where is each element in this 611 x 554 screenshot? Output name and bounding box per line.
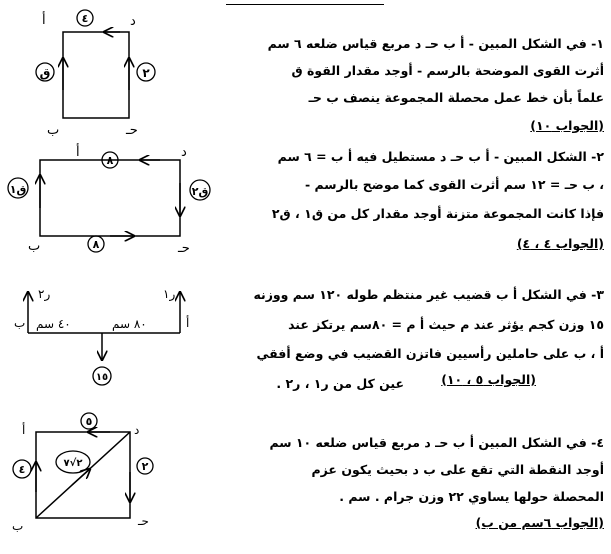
fig3-weight: ١٥ [95, 372, 109, 383]
problem-2-line-3: فإذا كانت المجموعة متزنة أوجد مقدار كل من ق١ ، ق٢ [271, 206, 604, 221]
problem-4-answer: (الجواب ٦سم من ب) [475, 515, 604, 530]
fig3-reaction-left: ر٢ [38, 287, 51, 301]
fig4-vertex-b: ب [12, 519, 24, 533]
fig4-vertex-d: د [134, 423, 140, 437]
fig2-force-left: ق١ [9, 183, 27, 196]
fig1-vertex-b: ب [47, 123, 60, 138]
fig2-rectangle [40, 160, 180, 236]
problem-3-answer: (الجواب ٥ ، ١٠) [441, 372, 536, 387]
problem-3-line-3: أ ، ب على حاملين رأسيين فاتزن القضيب في وضع أفقي [256, 346, 604, 361]
fig1-force-left: ق [39, 66, 51, 80]
figure-2 [8, 143, 210, 256]
problem-3-line-2: ١٥ وزن كجم يؤثر عند م حيث أ م = ٨٠سم يرتكز عند [288, 317, 604, 332]
problem-4-line-3: المحصلة حولها يساوي ٢٢ وزن جرام . سم . [339, 489, 604, 504]
problem-4-line-1: ٤- في الشكل المبين أ ب حـ د مربع قياس ضلعه ١٠ سم [269, 435, 604, 450]
fig1-force-top: ٤ [81, 12, 89, 25]
fig1-force-right: ٢ [142, 66, 150, 80]
fig4-vertex-a: أ [22, 423, 26, 437]
problem-1-line-2: أثرت القوى الموضحة بالرسم - أوجد مقدار القوة ق [291, 63, 604, 78]
fig2-vertex-d: د [181, 145, 187, 160]
problem-4-line-2: أوجد النقطة التي تقع على ب د بحيث يكون عزم [311, 462, 604, 477]
figure-1 [36, 10, 155, 138]
problem-1-answer: (الجواب ١٠) [530, 118, 604, 133]
fig3-dist-left: ٤٠ سم [36, 317, 71, 331]
fig2-force-bottom: ٨ [92, 238, 100, 251]
fig3-dist-right: ٨٠ سم [112, 317, 147, 331]
problem-2-answer: (الجواب ٤ ، ٤) [516, 236, 604, 251]
figure-4 [12, 413, 153, 533]
fig1-vertex-c: حـ [126, 123, 138, 138]
fig1-vertex-d: د [130, 14, 136, 29]
fig4-vertex-c: حـ [138, 514, 149, 528]
problem-2-line-1: ٢- الشكل المبين - أ ب حـ د مستطيل فيه أ ب = ٦ سم [277, 149, 604, 164]
fig4-force-left: ٤ [18, 463, 26, 476]
fig4-force-top: ٥ [85, 415, 93, 428]
fig4-force-right: ٢ [141, 460, 149, 473]
problem-2-line-2: ، ب حـ = ١٢ سم أثرت القوى كما موضح بالرسم - [304, 177, 604, 192]
figure-3 [14, 287, 189, 385]
fig2-force-top: ٨ [106, 154, 114, 167]
problem-1-line-3: علماً بأن خط عمل محصلة المجموعة ينصف ب حـ [308, 90, 604, 105]
fig3-vertex-b: ب [14, 316, 26, 330]
fig3-vertex-a: أ [186, 316, 190, 330]
fig3-reaction-right: ر١ [163, 287, 176, 301]
fig2-vertex-a: أ [76, 145, 80, 160]
fig2-vertex-c: حـ [178, 241, 190, 256]
problem-3-line-1: ٣- في الشكل أ ب قضيب غير منتظم طوله ١٢٠ سم ووزنه [253, 287, 604, 302]
fig1-vertex-a: أ [42, 13, 46, 28]
problem-1-line-1: ١- في الشكل المبين - أ ب حـ د مربع قياس ضلعه ٦ سم [267, 36, 604, 51]
fig1-square [63, 32, 129, 118]
fig4-force-diag: ٢√٧ [63, 458, 83, 469]
problem-3-line-4: عين كل من ر١ ، ر٢ . [276, 376, 404, 391]
fig2-force-right: ق٢ [191, 185, 209, 198]
fig2-vertex-b: ب [28, 239, 41, 254]
